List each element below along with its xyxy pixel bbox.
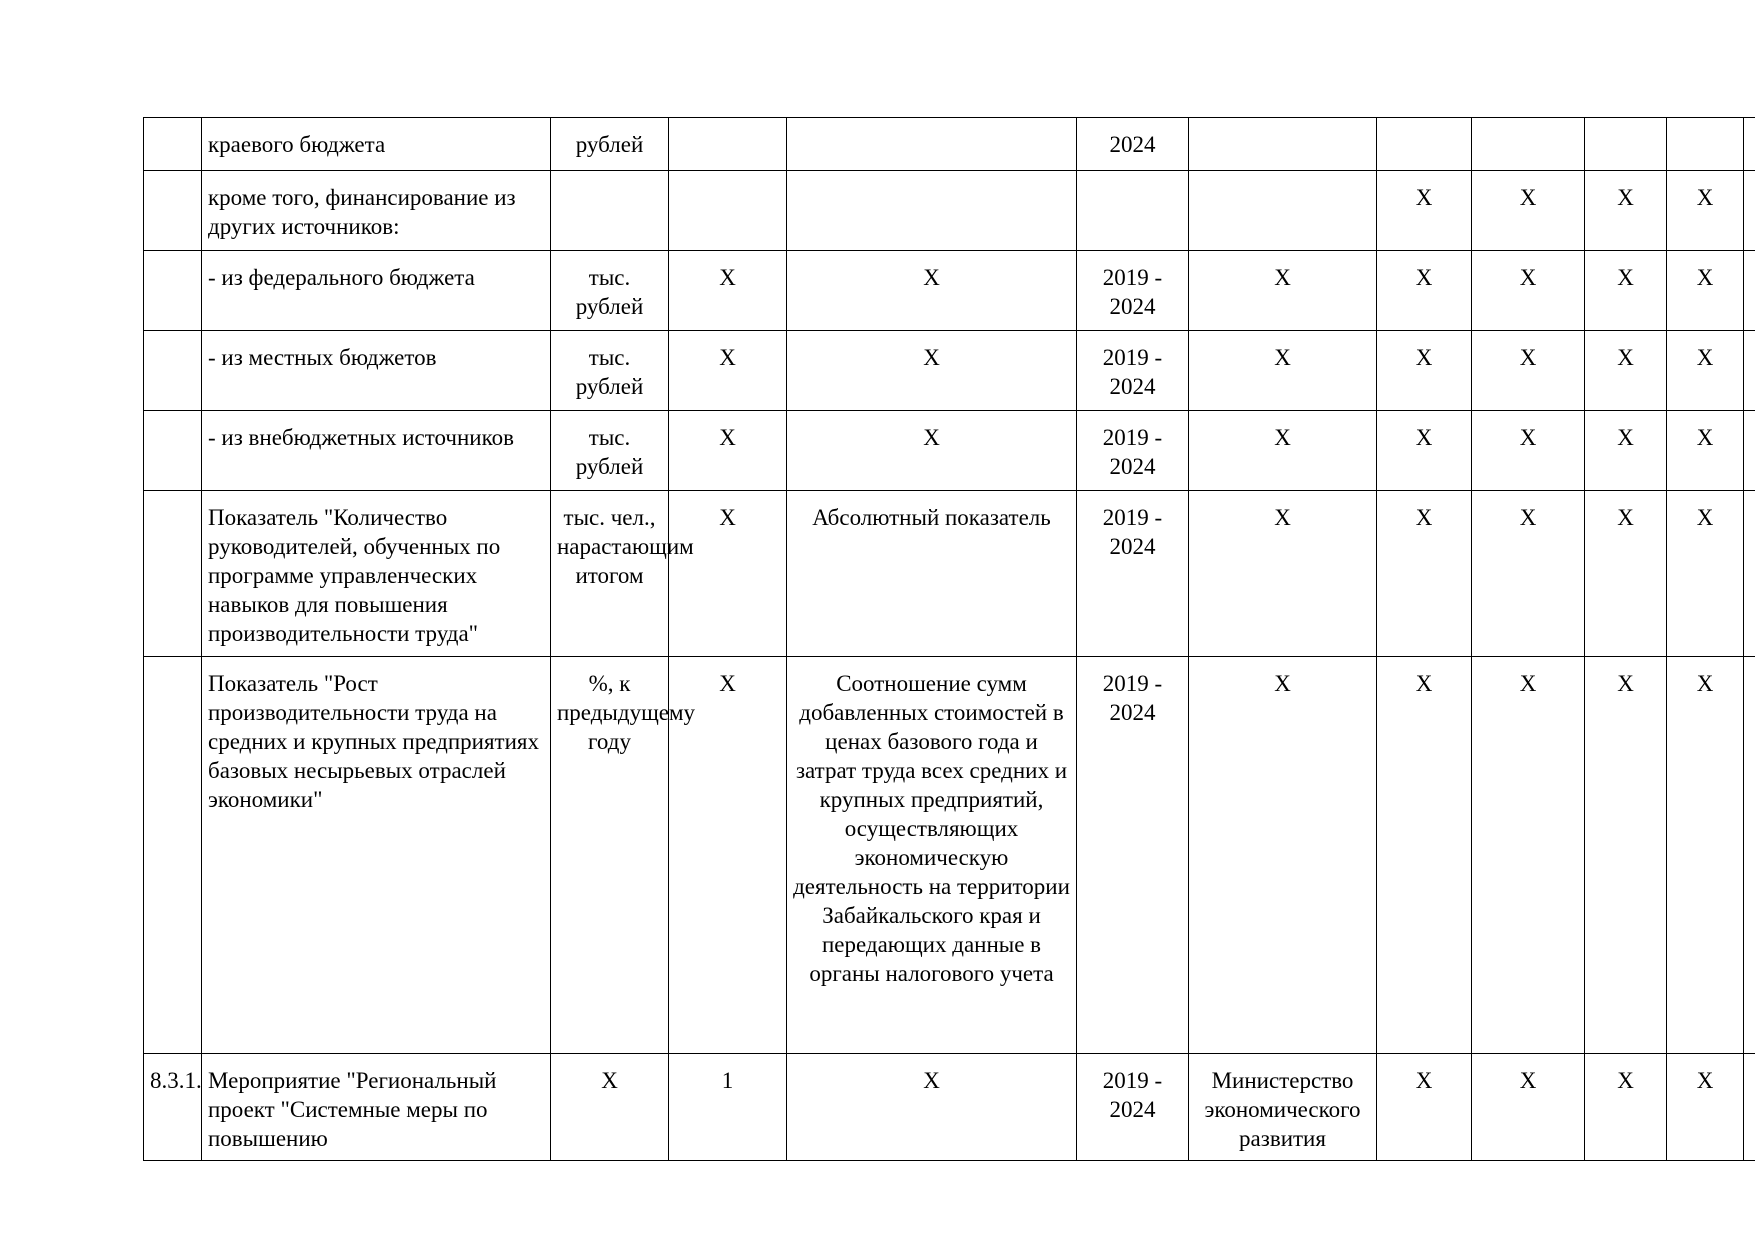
row-value: 1 xyxy=(669,1054,787,1161)
row-cell-x2 xyxy=(1472,118,1585,171)
row-name: Мероприятие "Региональный проект "Системные меры по повышению xyxy=(202,1054,551,1161)
row-period: 2019 - 2024 xyxy=(1077,411,1189,491)
row-number xyxy=(144,118,202,171)
row-period: 2019 - 2024 xyxy=(1077,251,1189,331)
row-value: X xyxy=(669,251,787,331)
row-unit: тыс. рублей xyxy=(551,331,669,411)
row-cell-x2: X xyxy=(1472,491,1585,657)
row-cell-x1: X xyxy=(1377,331,1472,411)
row-number xyxy=(144,657,202,1054)
row-method: X xyxy=(787,411,1077,491)
row-cell-cut xyxy=(1744,331,1755,411)
row-number xyxy=(144,171,202,251)
row-responsible: X xyxy=(1189,491,1377,657)
row-unit xyxy=(551,171,669,251)
row-period: 2019 - 2024 xyxy=(1077,331,1189,411)
row-unit: %, к предыдущему году xyxy=(551,657,669,1054)
row-method: Соотношение сумм добавленных стоимостей в ценах базового года и затрат труда всех средних и крупных предприятий, осуществляющих экономическую деятельность на территории Забайкальского края и передающих данные в органы налогового учета xyxy=(787,657,1077,1054)
row-period: 2019 - 2024 xyxy=(1077,1054,1189,1161)
row-cell-x4: X xyxy=(1667,251,1744,331)
row-cell-x4: X xyxy=(1667,171,1744,251)
row-unit: рублей xyxy=(551,118,669,171)
row-name: Показатель "Количество руководителей, обученных по программе управленческих навыков для повышения производительности труда" xyxy=(202,491,551,657)
row-cell-x2: X xyxy=(1472,331,1585,411)
row-method xyxy=(787,118,1077,171)
row-cell-x3: X xyxy=(1585,411,1667,491)
row-number xyxy=(144,411,202,491)
row-cell-x3: X xyxy=(1585,171,1667,251)
row-unit: тыс. рублей xyxy=(551,251,669,331)
row-cell-x2: X xyxy=(1472,657,1585,1054)
table-row xyxy=(144,171,1755,251)
row-cell-x4: X xyxy=(1667,411,1744,491)
row-cell-x3: X xyxy=(1585,1054,1667,1161)
table-row xyxy=(144,251,1755,331)
row-method: X xyxy=(787,251,1077,331)
table-row xyxy=(144,331,1755,411)
row-responsible: Министерство экономического развития xyxy=(1189,1054,1377,1161)
row-cell-x4: X xyxy=(1667,657,1744,1054)
row-unit: тыс. рублей xyxy=(551,411,669,491)
row-value: X xyxy=(669,411,787,491)
row-cell-x4: X xyxy=(1667,1054,1744,1161)
row-cell-cut xyxy=(1744,251,1755,331)
row-responsible xyxy=(1189,118,1377,171)
row-method xyxy=(787,171,1077,251)
table-row xyxy=(144,1054,1755,1161)
row-cell-x2: X xyxy=(1472,251,1585,331)
row-responsible: X xyxy=(1189,657,1377,1054)
row-responsible: X xyxy=(1189,411,1377,491)
row-cell-x4 xyxy=(1667,118,1744,171)
row-number xyxy=(144,491,202,657)
table-row xyxy=(144,411,1755,491)
row-cell-x1: X xyxy=(1377,657,1472,1054)
row-value: X xyxy=(669,657,787,1054)
row-cell-cut xyxy=(1744,118,1755,171)
row-cell-x1: X xyxy=(1377,171,1472,251)
table-row xyxy=(144,657,1755,1054)
row-cell-cut xyxy=(1744,411,1755,491)
row-name: краевого бюджета xyxy=(202,118,551,171)
row-name: - из федерального бюджета xyxy=(202,251,551,331)
row-cell-x3: X xyxy=(1585,657,1667,1054)
row-cell-cut xyxy=(1744,171,1755,251)
table-row xyxy=(144,491,1755,657)
row-value xyxy=(669,118,787,171)
row-cell-x3: X xyxy=(1585,331,1667,411)
row-cell-x1: X xyxy=(1377,1054,1472,1161)
row-method: X xyxy=(787,1054,1077,1161)
row-cell-x1: X xyxy=(1377,491,1472,657)
row-cell-x3: X xyxy=(1585,491,1667,657)
row-cell-cut xyxy=(1744,491,1755,657)
row-cell-x3: X xyxy=(1585,251,1667,331)
row-cell-x4: X xyxy=(1667,491,1744,657)
row-unit: X xyxy=(551,1054,669,1161)
row-number xyxy=(144,251,202,331)
row-value xyxy=(669,171,787,251)
row-period: 2024 xyxy=(1077,118,1189,171)
row-cell-cut xyxy=(1744,1054,1755,1161)
row-responsible: X xyxy=(1189,331,1377,411)
row-cell-x2: X xyxy=(1472,411,1585,491)
row-name: - из местных бюджетов xyxy=(202,331,551,411)
row-period xyxy=(1077,171,1189,251)
table-row xyxy=(144,118,1755,171)
row-number xyxy=(144,331,202,411)
row-name: Показатель "Рост производительности труда на средних и крупных предприятиях базовых несырьевых отраслей экономики" xyxy=(202,657,551,1054)
row-cell-x4: X xyxy=(1667,331,1744,411)
row-responsible: X xyxy=(1189,251,1377,331)
row-value: X xyxy=(669,331,787,411)
row-name: - из внебюджетных источников xyxy=(202,411,551,491)
row-number: 8.3.1. xyxy=(144,1054,202,1161)
row-method: Абсолютный показатель xyxy=(787,491,1077,657)
row-period: 2019 - 2024 xyxy=(1077,657,1189,1054)
row-responsible xyxy=(1189,171,1377,251)
row-cell-x2: X xyxy=(1472,171,1585,251)
row-cell-x1: X xyxy=(1377,411,1472,491)
program-table xyxy=(143,117,1755,1161)
row-unit: тыс. чел., нарастающим итогом xyxy=(551,491,669,657)
row-method: X xyxy=(787,331,1077,411)
row-period: 2019 - 2024 xyxy=(1077,491,1189,657)
row-cell-x3 xyxy=(1585,118,1667,171)
row-cell-x1: X xyxy=(1377,251,1472,331)
row-value: X xyxy=(669,491,787,657)
row-name: кроме того, финансирование из других источников: xyxy=(202,171,551,251)
row-cell-x1 xyxy=(1377,118,1472,171)
row-cell-x2: X xyxy=(1472,1054,1585,1161)
row-cell-cut xyxy=(1744,657,1755,1054)
